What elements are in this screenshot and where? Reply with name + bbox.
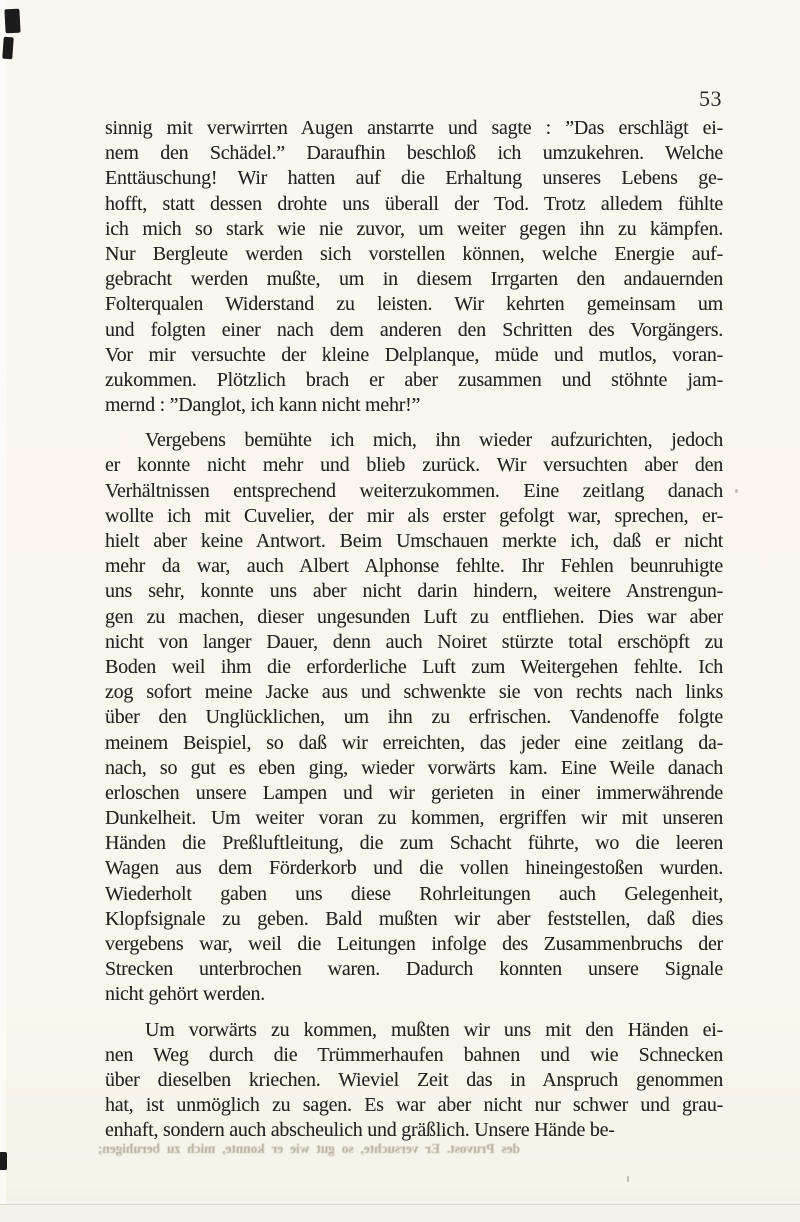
text-line: Verhältnissen entsprechend weiterzukommen. Eine zeitlang danach — [105, 479, 723, 502]
text-line: ich mich so stark wie nie zuvor, um weiter gegen ihn zu kämpfen. — [105, 217, 723, 240]
text-line: Wagen aus dem Förderkorb und die vollen hineingestoßen wurden. — [105, 857, 723, 880]
scan-speck — [627, 1176, 629, 1182]
text-line: Klopfsignale zu geben. Bald mußten wir aber feststellen, daß dies — [105, 907, 723, 930]
text-line: enhaft, sondern auch abscheulich und gräßlich. Unsere Hände be- — [105, 1119, 615, 1142]
text-line: nem den Schädel.” Daraufhin beschloß ich umzukehren. Welche — [105, 142, 723, 165]
text-block — [105, 116, 723, 1144]
text-line: wollte ich mit Cuvelier, der mir als erster gefolgt war, sprechen, er- — [105, 504, 723, 527]
text-line: Folterqualen Widerstand zu leisten. Wir kehrten gemeinsam um — [105, 293, 723, 316]
paragraph — [105, 428, 723, 1007]
text-line: hielt aber keine Antwort. Beim Umschauen merkte ich, daß er nicht — [105, 530, 723, 552]
text-line: nicht gehört werden. — [105, 983, 265, 1006]
text-line: und folgten einer nach dem anderen den Schritten des Vorgängers. — [105, 318, 723, 341]
text-line: sinnig mit verwirrten Augen anstarrte und sagte : ”Das erschlägt ei- — [105, 117, 723, 139]
paragraph — [105, 116, 723, 418]
text-line: Vor mir versuchte der kleine Delplanque, müde und mutlos, voran- — [105, 343, 723, 366]
text-line: über dieselben kriechen. Wieviel Zeit das in Anspruch genommen — [105, 1068, 723, 1091]
text-line: Dunkelheit. Um weiter voran zu kommen, ergriffen wir mit unseren — [105, 807, 723, 830]
text-line: er konnte nicht mehr und blieb zurück. Wir versuchten aber den — [105, 454, 723, 477]
text-line: meinem Beispiel, so daß wir erreichten, das jeder eine zeitlang da- — [105, 731, 723, 754]
text-line: Boden weil ihm die erforderliche Luft zum Weitergehen fehlte. Ich — [105, 655, 723, 678]
text-line: erloschen unsere Lampen und wir gerieten in einer immerwährende — [105, 781, 723, 804]
text-line: Händen die Preßluftleitung, die zum Schacht führte, wo die leeren — [105, 832, 723, 855]
scan-artifact-top-left-2 — [2, 37, 14, 60]
text-line: Nur Bergleute werden sich vorstellen können, welche Energie auf- — [105, 242, 723, 265]
text-line: gebracht werden mußte, um in diesem Irrgarten den andauernden — [105, 268, 723, 291]
text-line: hofft, statt dessen drohte uns überall der Tod. Trotz alledem fühlte — [105, 192, 723, 215]
text-line: gen zu machen, dieser ungesunden Luft zu entfliehen. Dies war aber — [105, 605, 723, 628]
text-line: nach, so gut es eben ging, wieder vorwärts kam. Eine Weile danach — [105, 756, 723, 779]
text-line: nen Weg durch die Trümmerhaufen bahnen und wie Schnecken — [105, 1043, 723, 1066]
scan-artifact-top-left-1 — [4, 9, 20, 34]
text-line: Strecken unterbrochen waren. Dadurch konnten unsere Signale — [105, 958, 723, 981]
text-line: über den Unglücklichen, um ihn zu erfrischen. Vandenoffe folgte — [105, 706, 723, 729]
text-line: hat, ist unmöglich zu sagen. Es war aber nicht nur schwer und grau- — [105, 1094, 723, 1117]
page-bottom-edge — [0, 1204, 800, 1222]
text-line: mernd : ”Danglot, ich kann nicht mehr!” — [105, 394, 421, 417]
text-line: Vergebens bemühte ich mich, ihn wieder aufzurichten, jedoch — [145, 429, 723, 452]
scan-artifact-bottom-left — [0, 1152, 7, 1170]
text-line: vergebens war, weil die Leitungen infolge des Zusammenbruchs der — [105, 933, 723, 955]
paragraph — [105, 1018, 723, 1144]
text-line: nicht von langer Dauer, denn auch Noiret stürzte total erschöpft zu — [105, 630, 723, 653]
text-line: Um vorwärts zu kommen, mußten wir uns mit den Händen ei- — [145, 1018, 723, 1041]
text-line: zog sofort meine Jacke aus und schwenkte sie von rechts nach links — [105, 681, 723, 704]
text-line: mehr da war, auch Albert Alphonse fehlte. Ihr Fehlen beunruhigte — [105, 555, 723, 578]
text-line: uns sehr, konnte uns aber nicht darin hindern, weitere Anstrengun- — [105, 580, 723, 603]
text-line: Wiederholt gaben uns diese Rohrleitungen auch Gelegenheit, — [105, 882, 723, 905]
bleed-through-text: des Pruvost. Er versuchte, so gut wie er konnte, mich zu beruhigen; — [98, 1141, 520, 1156]
scan-speck — [735, 489, 738, 493]
page-number: 53 — [699, 86, 722, 111]
text-line: zukommen. Plötzlich brach er aber zusammen und stöhnte jam- — [105, 368, 723, 391]
text-line: Enttäuschung! Wir hatten auf die Erhaltung unseres Lebens ge- — [105, 167, 723, 190]
